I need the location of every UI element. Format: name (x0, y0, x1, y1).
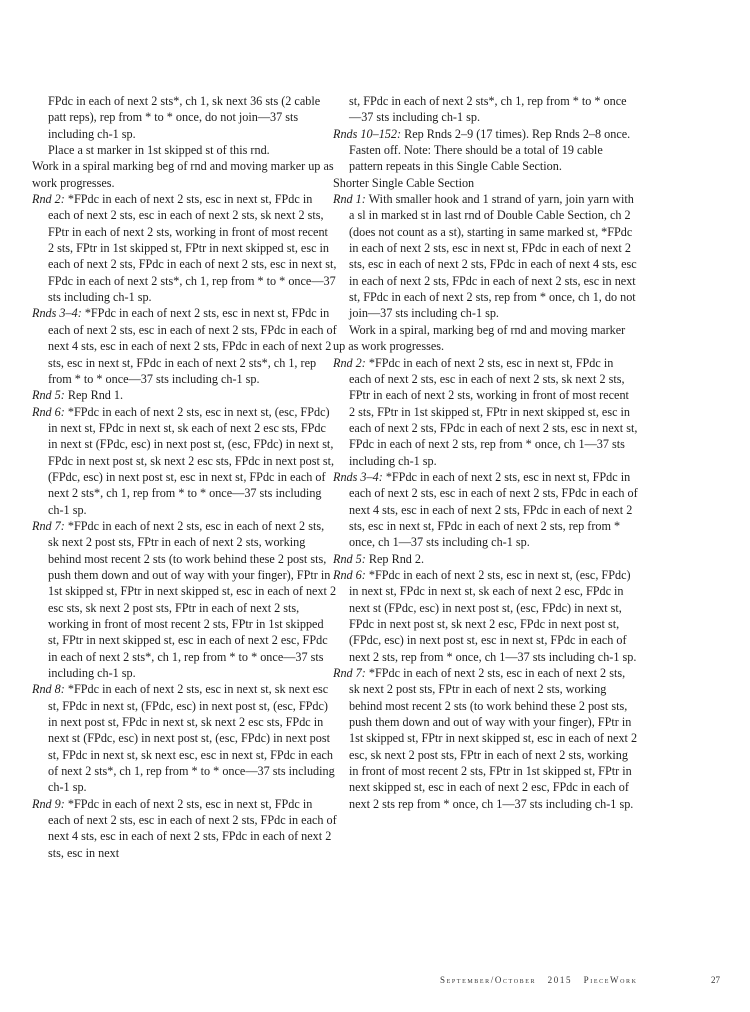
round-label: Rnd 8: (32, 682, 65, 697)
page-footer (440, 975, 720, 985)
instruction-text: *FPdc in each of next 2 sts, esc in next st, FPdc in each of next 2 sts, esc in each of next 2 sts, FPdc in each of next 4 sts, esc in each of next 2 sts, FPdc in each of next 2 sts, esc in next st, FPdc in each of next 2 sts, rep from * once, ch 1—37 sts including ch-1 sp. (349, 469, 638, 550)
left-paragraph (32, 305, 337, 387)
instruction-text: *FPdc in each of next 2 sts, esc in next st, (esc, FPdc) in next st, FPdc in next st, sk each of next 2 esc, FPdc in next st (FPdc, esc) in next post st, (esc, FPdc) in next st, FPdc in next post st, sk next 2 esc, FPdc in next post st, (FPdc, esc) in next post st, esc in next st, FPdc in each of next 2 sts, rep from * once, ch 1—37 sts including ch-1 sp. (349, 567, 637, 664)
instruction-text: Rep Rnd 2. (365, 551, 425, 566)
left-paragraph (32, 518, 337, 681)
instruction-text: *FPdc in each of next 2 sts, esc in each of next 2 sts, sk next 2 post sts, FPtr in each of next 2 sts, working behind most recent 2 sts (to work behind these 2 post sts, push them down and out of way with your finger), FPtr in 1st skipped st, FPtr in next skipped st, esc in each of next 2 esc, sk next 2 post sts, FPtr in each of next 2 sts, working in front of most recent 2 sts, FPtr in 1st skipped st, FPtr in next skipped st, esc in each of next 2 esc, FPdc in each of next 2 sts rep from * once, ch 1—37 sts including ch-1 sp. (349, 666, 638, 811)
right-paragraph (333, 551, 638, 567)
round-label: Rnd 2: (32, 192, 65, 207)
round-label: Rnd 1: (333, 192, 366, 207)
round-label: Rnd 5: (32, 388, 65, 403)
right-paragraph (333, 567, 638, 665)
left-paragraph (32, 93, 337, 142)
instruction-text: *FPdc in each of next 2 sts, esc in next st, sk next esc st, FPdc in next st, (FPdc, esc) in next post st, (esc, FPdc) in next post st, FPdc in next st, sk next 2 esc sts, FPdc in next st (FPdc, esc) in next post st, (esc, FPdc) in next post st, FPdc in next st, sk next esc, esc in next st, FPdc in each of next 2 sts*, ch 1, rep from * to * once—37 sts including ch-1 sp. (48, 682, 335, 795)
round-label: Rnd 6: (32, 404, 65, 419)
round-label: Rnd 9: (32, 796, 65, 811)
footer-magazine: PieceWork (583, 975, 638, 985)
right-paragraph (333, 355, 638, 469)
left-paragraph (32, 142, 337, 158)
instruction-text: *FPdc in each of next 2 sts, esc in next st, FPdc in each of next 2 sts, esc in each of next 2 sts, FPdc in each of next 4 sts, esc in each of next 2 sts, FPdc in each of next 2 sts, esc in next st, FPdc in each of next 2 sts*, ch 1, rep from * to * once—37 sts including ch-1 sp. (48, 306, 337, 386)
footer-page-number: 27 (711, 975, 720, 985)
instruction-text: *FPdc in each of next 2 sts, esc in next st, (esc, FPdc) in next st, FPdc in next st, sk each of next 2 esc sts, FPdc in next st (FPdc, esc) in next post st, (esc, FPdc) in next st, FPdc in next post st, sk next 2 esc sts, FPdc in next post st, (FPdc, esc) in next post st, esc in next st, FPdc in each of next 2 sts*, ch 1, rep from * to * once—37 sts including ch-1 sp. (48, 404, 335, 517)
instruction-text: With smaller hook and 1 strand of yarn, join yarn with a sl in marked st in last rnd of Double Cable Section, ch 2 (does not count as a st), starting in same marked st, *FPdc in each of next 2 sts, esc in next st, FPdc in each of next 2 sts, esc in each of next 2 sts, FPdc in each of next 4 sts, esc in each of next 2 sts, FPdc in each of next 2 sts, esc in next st, FPdc in each of next 2 sts, rep from * once, ch 1, do not join—37 sts including ch-1 sp. (349, 192, 637, 321)
round-label: Rnd 5: (333, 551, 366, 566)
instruction-text: Rep Rnds 2–9 (17 times). Rep Rnds 2–8 once. Fasten off. Note: There should be a total of 19 cable pattern repeats in this Single Cable Section. (349, 126, 631, 174)
right-paragraph (333, 175, 638, 191)
right-paragraph (333, 665, 638, 812)
instruction-text: st, FPdc in each of next 2 sts*, ch 1, rep from * to * once—37 sts including ch-1 sp. (349, 94, 627, 125)
right-paragraph (333, 322, 638, 355)
round-label: Rnds 3–4: (32, 306, 82, 321)
right-paragraph (333, 93, 638, 126)
left-paragraph (32, 404, 337, 518)
instruction-text: *FPdc in each of next 2 sts, esc in next st, FPdc in each of next 2 sts, esc in each of next 2 sts, sk next 2 sts, FPtr in each of next 2 sts, working in front of most recent 2 sts, FPtr in 1st skipped st, FPtr in next skipped st, esc in each of next 2 sts, FPdc in each of next 2 sts, esc in next st, FPdc in each of next 2 sts*, ch 1, rep from * to * once—37 sts including ch-1 sp. (48, 192, 337, 305)
instruction-text: *FPdc in each of next 2 sts, esc in next st, FPdc in each of next 2 sts, esc in each of next 2 sts, sk next 2 sts, FPtr in each of next 2 sts, working in front of most recent 2 sts, FPtr in 1st skipped st, FPtr in next skipped st, esc in each of next 2 sts, FPdc in each of next 2 sts, esc in next st, FPdc in each of next 2 sts, rep from * once, ch 1—37 sts including ch-1 sp. (349, 355, 638, 468)
instruction-text: Shorter Single Cable Section (333, 175, 475, 190)
right-paragraph (333, 126, 638, 175)
round-label: Rnds 10–152: (333, 126, 402, 141)
footer-year: 2015 (547, 975, 573, 985)
round-label: Rnd 7: (333, 666, 366, 681)
left-column (32, 93, 337, 861)
round-label: Rnd 2: (333, 355, 366, 370)
instruction-text: Place a st marker in 1st skipped st of this rnd. (48, 143, 270, 158)
left-paragraph (32, 796, 337, 861)
instruction-text: Work in a spiral, marking beg of rnd and moving marker up as work progresses. (333, 322, 626, 354)
left-paragraph (32, 158, 337, 191)
instruction-text: *FPdc in each of next 2 sts, esc in next st, FPdc in each of next 2 sts, esc in each of next 2 sts, FPdc in each of next 4 sts, esc in each of next 2 sts, FPdc in each of next 2 sts, esc in next (48, 796, 337, 860)
left-paragraph (32, 681, 337, 795)
footer-issue: September/October (440, 975, 537, 985)
left-paragraph (32, 387, 337, 403)
instruction-text: Rep Rnd 1. (64, 388, 124, 403)
round-label: Rnds 3–4: (333, 469, 383, 484)
round-label: Rnd 6: (333, 567, 366, 582)
instruction-text: *FPdc in each of next 2 sts, esc in each of next 2 sts, sk next 2 post sts, FPtr in each of next 2 sts, working behind most recent 2 sts (to work behind these 2 post sts, push them down and out of way with your finger), FPtr in 1st skipped st, FPtr in next skipped st, esc in each of next 2 esc sts, sk next 2 post sts, FPtr in each of next 2 sts, working in front of most recent 2 sts, FPtr in 1st skipped st, FPtr in next skipped st, esc in each of next 2 esc, FPdc in each of next 2 sts*, ch 1, rep from * to * once—37 sts including ch-1 sp. (48, 518, 337, 681)
right-paragraph (333, 469, 638, 551)
left-paragraph (32, 191, 337, 305)
round-label: Rnd 7: (32, 518, 65, 533)
instruction-text: Work in a spiral marking beg of rnd and moving marker up as work progresses. (32, 159, 334, 190)
right-column (333, 93, 638, 812)
right-paragraph (333, 191, 638, 322)
instruction-text: FPdc in each of next 2 sts*, ch 1, sk next 36 sts (2 cable patt reps), rep from * to * once, do not join—37 sts including ch-1 sp. (48, 94, 321, 141)
